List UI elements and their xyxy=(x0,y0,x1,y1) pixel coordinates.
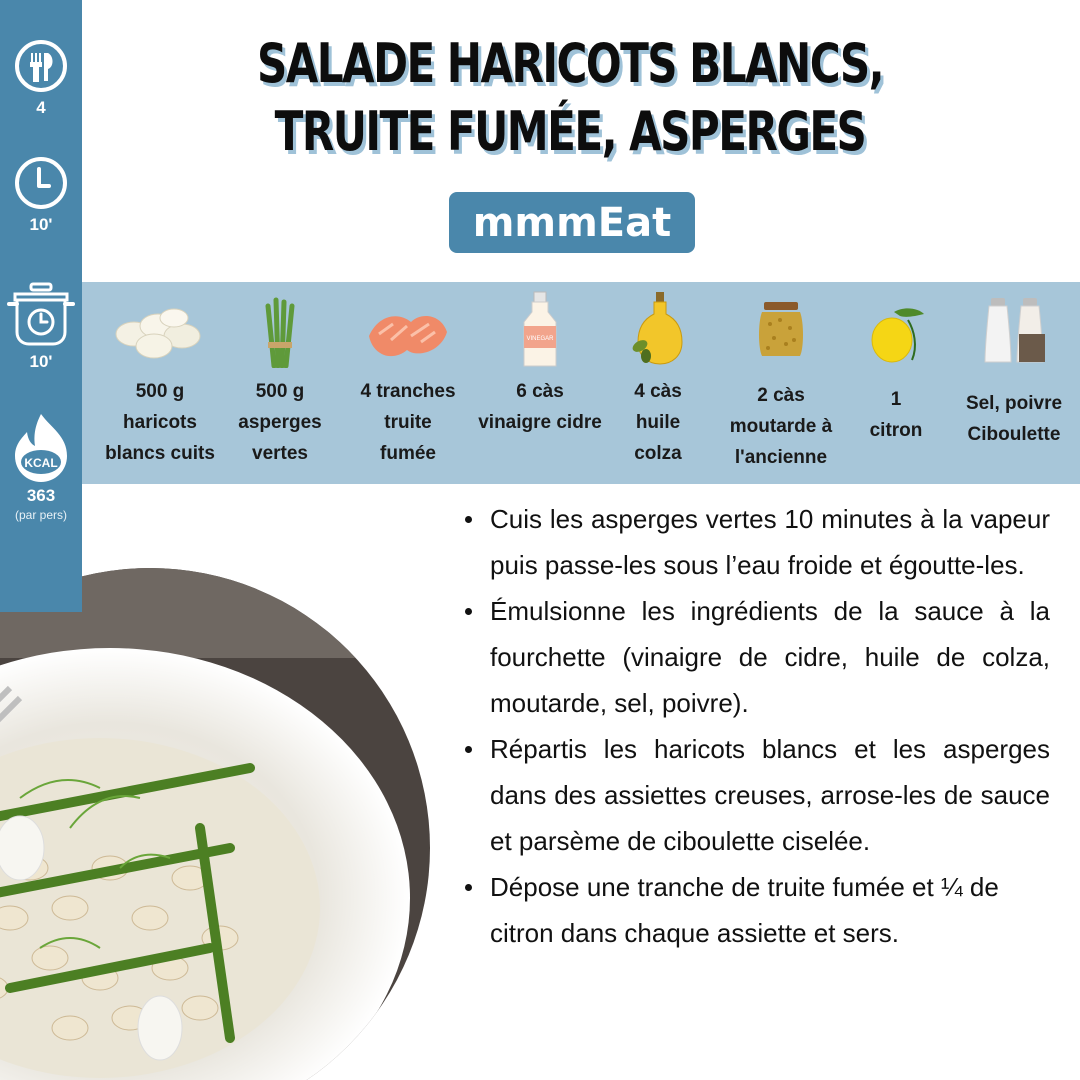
recipe-info-sidebar xyxy=(0,0,82,612)
recipe-title: SALADE HARICOTS BLANCS, TRUITE FUMÉE, ASPERGES xyxy=(256,32,884,163)
cooking-pot-icon xyxy=(7,282,75,348)
ingredient-item xyxy=(710,282,852,484)
ingredient-label: 500 g haricots blancs cuits xyxy=(105,381,215,464)
instruction-step: Cuis les asperges vertes 10 minutes à la vapeur puis passe-les sous l’eau froide et égoutte-les. xyxy=(462,496,1050,588)
instruction-step: Émulsionne les ingrédients de la sauce à la fourchette (vinaigre de cidre, huile de colza, moutarde, sel, poivre). xyxy=(462,588,1050,726)
ingredient-item xyxy=(344,282,472,484)
calories-info xyxy=(0,412,82,522)
ingredient-label: Sel, poivre Ciboulette xyxy=(965,393,1063,445)
calories-unit: (par pers) xyxy=(14,508,67,522)
cook-time-value: 10' xyxy=(29,352,53,371)
ingredient-item xyxy=(462,282,618,484)
prep-time-info xyxy=(0,155,82,235)
ingredient-label: 4 tranches truite fumée xyxy=(360,381,456,464)
ingredient-label: 1 citron xyxy=(869,389,923,441)
white-beans-icon xyxy=(112,304,208,364)
ingredient-item xyxy=(228,282,332,484)
oil-bottle-icon xyxy=(628,290,688,366)
ingredient-label: 2 càs moutarde à l'ancienne xyxy=(729,385,833,468)
ingredient-label: 4 càs huile colza xyxy=(634,381,682,464)
salad-plate-photo xyxy=(0,568,430,1080)
ingredient-item xyxy=(612,282,704,484)
fork-knife-icon xyxy=(13,38,69,94)
servings-value: 4 xyxy=(36,98,46,117)
ingredient-label: 500 g asperges vertes xyxy=(238,381,322,464)
brand-logo: mmmEat xyxy=(449,192,695,253)
vinegar-bottle-label: VINEGAR xyxy=(526,336,554,342)
asparagus-icon xyxy=(258,294,302,368)
smoked-trout-icon xyxy=(365,306,451,362)
instructions-list xyxy=(462,496,1050,956)
ingredient-item xyxy=(852,282,940,484)
ingredient-item xyxy=(950,282,1078,484)
calories-value: 363 xyxy=(26,486,56,505)
ingredients-band xyxy=(82,282,1080,484)
ingredient-item xyxy=(90,282,230,484)
lemon-icon xyxy=(864,304,928,366)
mustard-jar-icon xyxy=(756,300,806,360)
vinegar-bottle-icon xyxy=(520,290,560,370)
prep-time-value: 10' xyxy=(29,215,53,234)
cook-time-info xyxy=(0,282,82,372)
clock-icon xyxy=(13,155,69,211)
servings-info xyxy=(0,38,82,118)
instruction-step: Dépose une tranche de truite fumée et ¼ de citron dans chaque assiette et sers. xyxy=(462,864,1050,956)
kcal-badge-text: KCAL xyxy=(24,456,58,470)
instruction-step: Répartis les haricots blancs et les asperges dans des assiettes creuses, arrose-les de sauce et parsème de ciboulette ciselée. xyxy=(462,726,1050,864)
salt-pepper-icon xyxy=(979,296,1049,366)
ingredient-label: 6 càs vinaigre cidre xyxy=(478,381,602,433)
kcal-flame-icon xyxy=(9,412,73,484)
